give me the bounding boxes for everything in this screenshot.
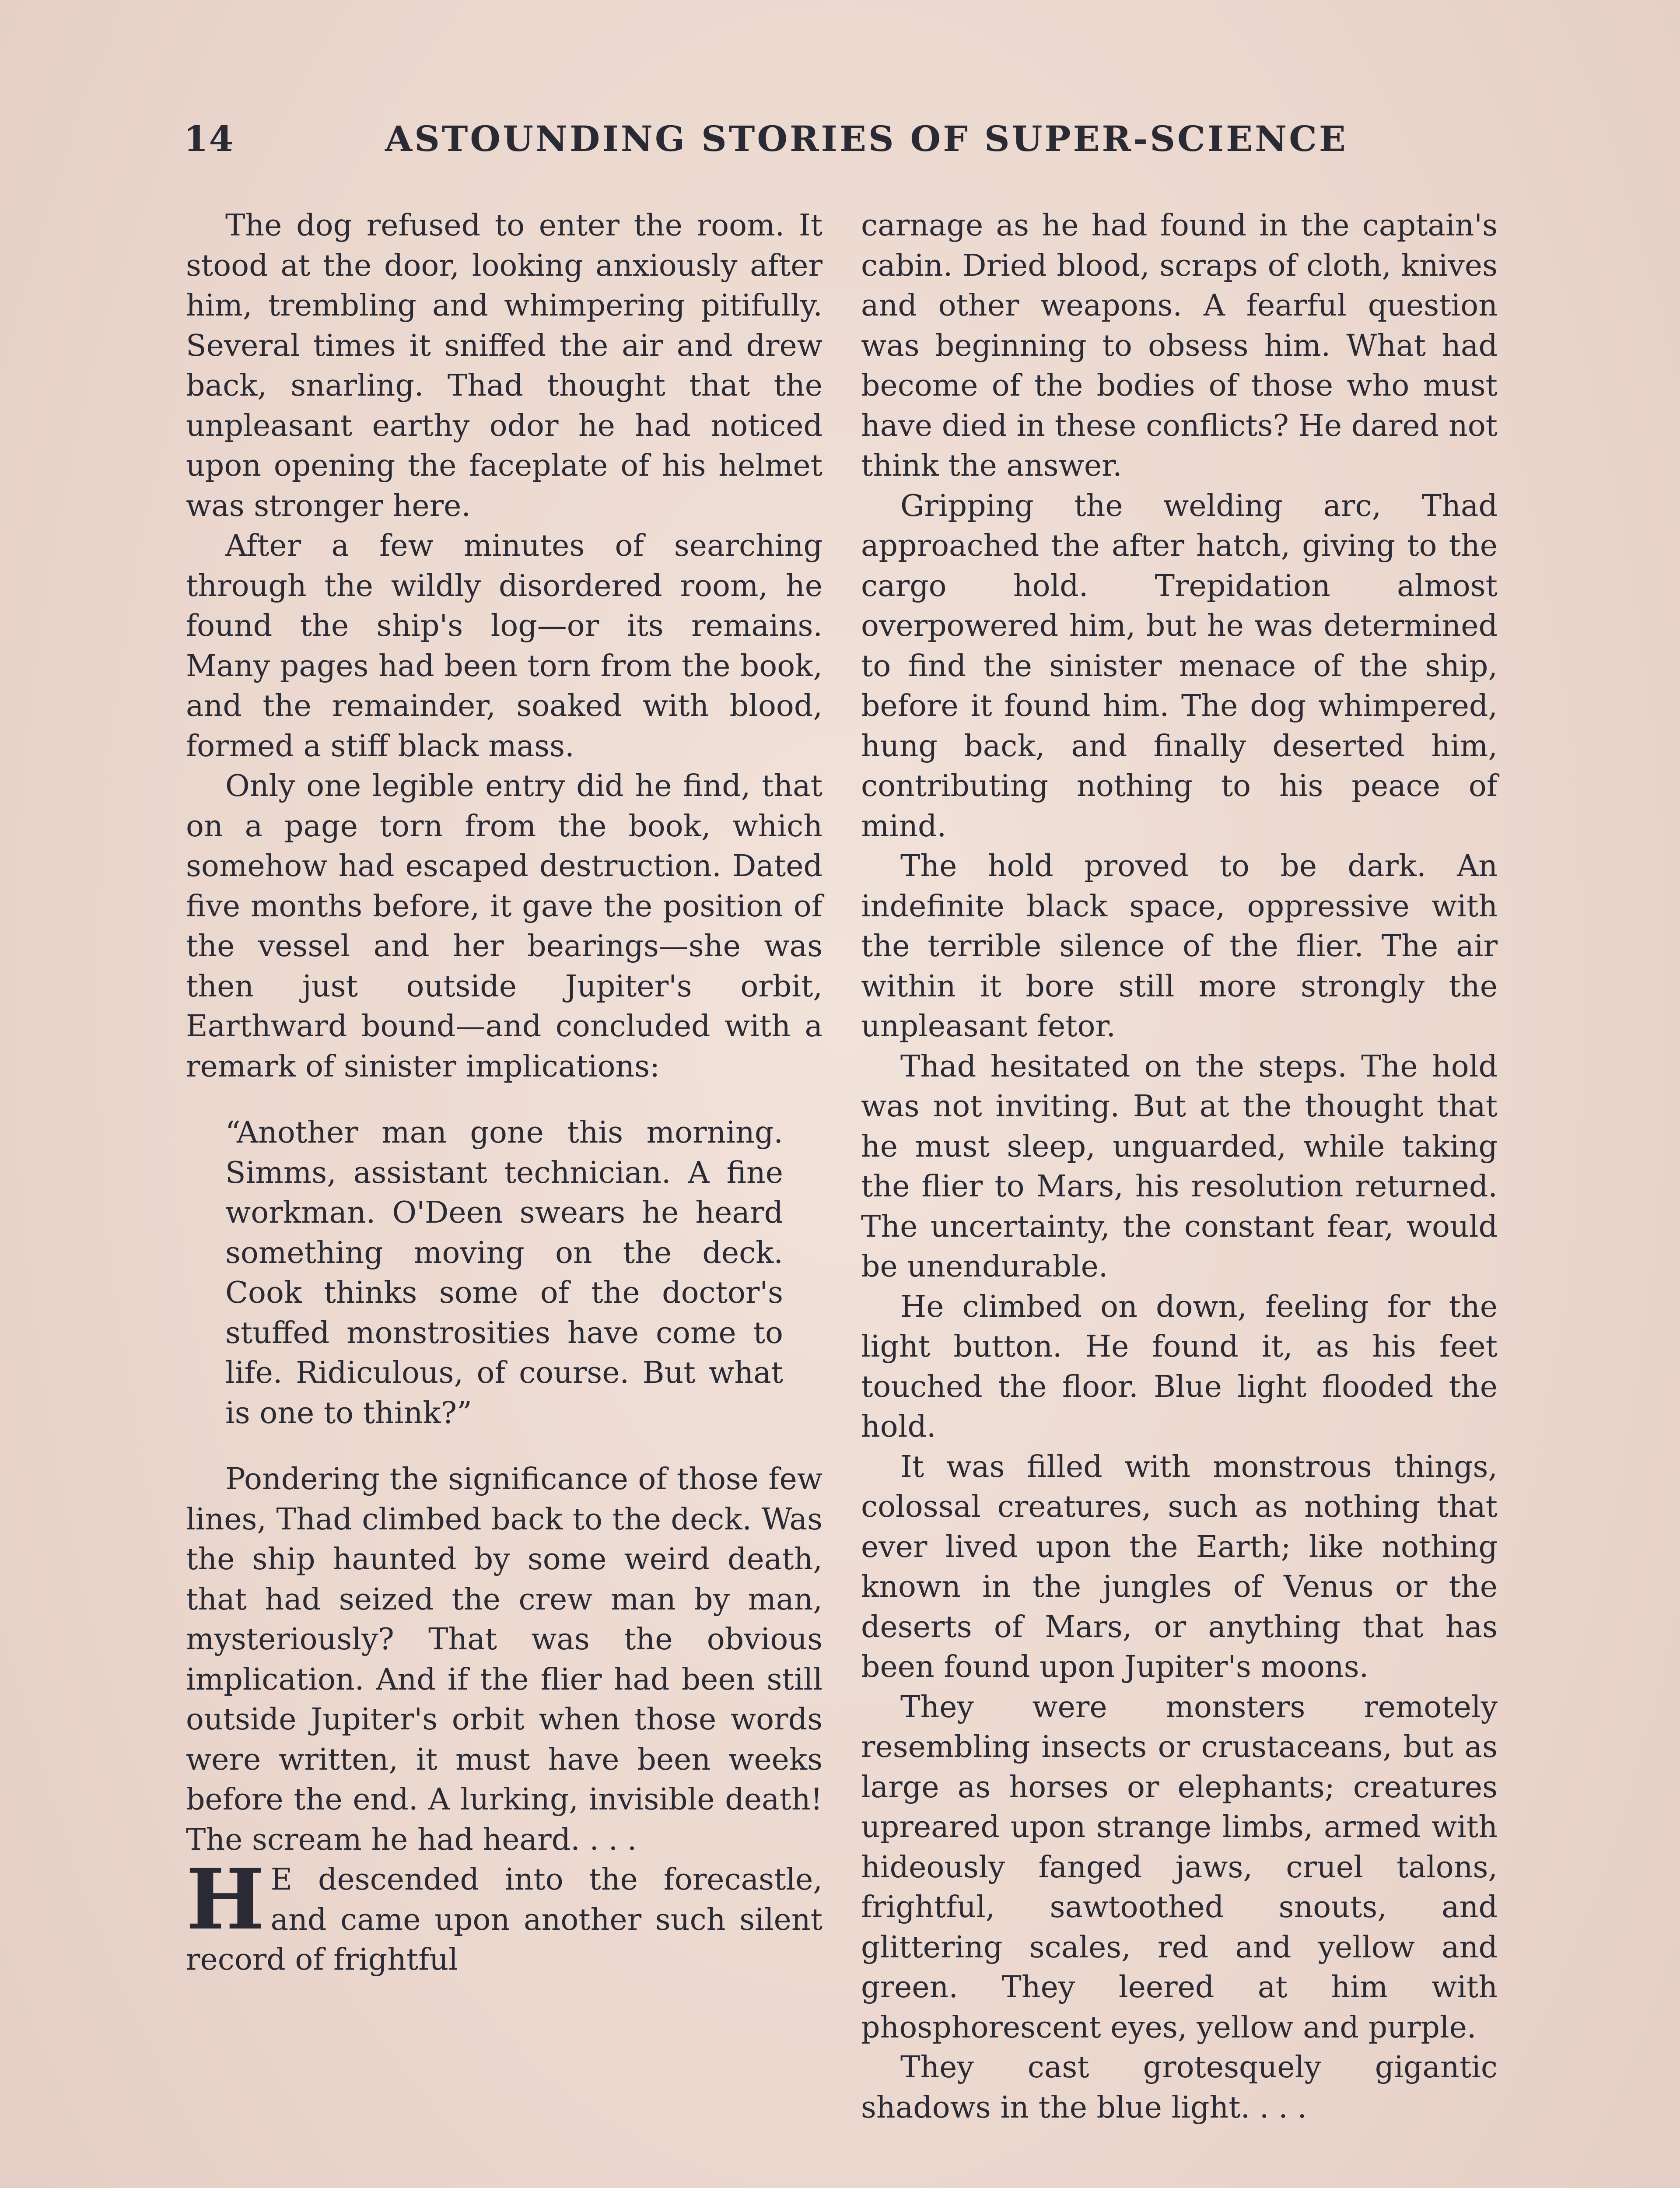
- left-column: [186, 206, 822, 1980]
- scene-break-paragraph: [186, 1851, 822, 1980]
- paragraph: The hold proved to be dark. An indefinite black space, oppressive with the terrible silence of the flier. The air within it bore still more strongly the unpleasant fetor.: [861, 849, 1498, 1044]
- paragraph: Only one legible entry did he find, that on a page torn from the book, which somehow had escaped destruction. Dated five months before, it gave the position of the vessel and her bearings—she was then just outside Jupiter's orbit, Earthward bound—and concluded with a remark of sinister implications:: [186, 769, 822, 1084]
- paragraph: It was filled with monstrous things, colossal creatures, such as nothing that ever lived upon the Earth; like nothing known in the jungles of Venus or the deserts of Mars, or anything that has been found upon Jupiter's moons.: [861, 1449, 1498, 1684]
- drop-cap: H: [186, 1851, 265, 1948]
- paragraph: After a few minutes of searching through the wildly disordered room, he found the ship's log—or its remains. Many pages had been torn from the book, and the remainder, soaked with blood, formed a stiff black mass.: [186, 529, 822, 764]
- page-number: 14: [184, 118, 234, 159]
- right-column: [861, 206, 1498, 2128]
- paragraph: carnage as he had found in the captain's cabin. Dried blood, scraps of cloth, knives and other weapons. A fearful question was beginning to obsess him. What had become of the bodies of those who must have died in these conflicts? He dared not think the answer.: [861, 208, 1498, 483]
- paragraph: They cast grotesquely gigantic shadows in the blue light. . . .: [861, 2050, 1498, 2125]
- quote-text: “Another man gone this morning. Simms, assistant technician. A fine workman. O'Deen swears he heard something moving on the deck. Cook thinks some of the doctor's stuffed monstrosities have come to life. Ridiculous, of course. But what is one to think?”: [225, 1115, 783, 1431]
- running-title: ASTOUNDING STORIES OF SUPER-SCIENCE: [385, 118, 1348, 159]
- paragraph: Pondering the significance of those few lines, Thad climbed back to the deck. Was the ship haunted by some weird death, that had seized the crew man by man, mysteriously? That was the obvious implication. And if the flier had been still outside Jupiter's orbit when those words were written, it must have been weeks before the end. A lurking, invisible death! The scream he had heard. . . .: [186, 1462, 822, 1857]
- paragraph: Thad hesitated on the steps. The hold was not inviting. But at the thought that he must sleep, unguarded, while taking the flier to Mars, his resolution returned. The uncertainty, the constant fear, would be unendurable.: [861, 1049, 1498, 1284]
- page-header: [184, 118, 1496, 171]
- paragraph: Gripping the welding arc, Thad approached the after hatch, giving to the cargo hold. Trepidation almost overpowered him, but he was determined to find the sinister menace of the ship, before it found him. The dog whimpered, hung back, and finally deserted him, contributing nothing to his peace of mind.: [861, 488, 1498, 844]
- paragraph: They were monsters remotely resembling insects or crustaceans, but as large as horses or elephants; creatures upreared upon strange limbs, armed with hideously fanged jaws, cruel talons, frightful, sawtoothed snouts, and glittering scales, red and yellow and green. They leered at him with phosphorescent eyes, yellow and purple.: [861, 1690, 1498, 2045]
- paragraph-text: E descended into the forecastle, and came upon another such silent record of frightful: [186, 1862, 822, 1977]
- log-entry-quote: [225, 1113, 783, 1433]
- paragraph: He climbed on down, feeling for the light button. He found it, as his feet touched the floor. Blue light flooded the hold.: [861, 1289, 1498, 1444]
- paragraph: The dog refused to enter the room. It stood at the door, looking anxiously after him, trembling and whimpering pitifully. Several times it sniffed the air and drew back, snarling. Thad thought that the unpleasant earthy odor he had noticed upon opening the faceplate of his helmet was stronger here.: [186, 208, 822, 523]
